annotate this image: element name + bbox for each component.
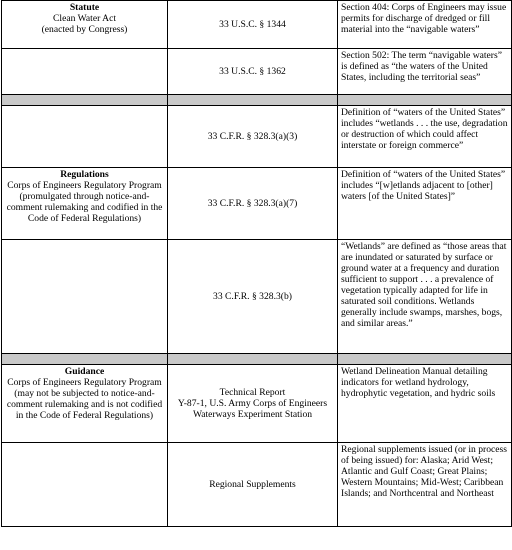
guidance-heading: Guidance — [64, 366, 105, 377]
separator-cell — [338, 354, 512, 365]
statute-note: (enacted by Congress) — [41, 24, 128, 35]
regulations-heading: Regulations — [60, 169, 109, 180]
table-row — [2, 49, 512, 95]
empty-category-cell — [2, 49, 168, 95]
citation-cell: 33 U.S.C. § 1362 — [168, 49, 338, 95]
citation-cell: 33 C.F.R. § 328.3(a)(3) — [168, 106, 338, 168]
table-row — [2, 1, 512, 49]
description-cell: Wetland Delineation Manual detailing indicators for wetland hydrology, hydrophytic vegetation, and hydric soils — [338, 365, 512, 443]
empty-category-cell — [2, 443, 168, 527]
description-cell: Section 404: Corps of Engineers may issue permits for discharge of dredged or fill material into the “navigable waters” — [338, 1, 512, 49]
separator-cell — [338, 95, 512, 106]
table-row — [2, 106, 512, 168]
section-separator-row — [2, 354, 512, 365]
table-row — [2, 168, 512, 240]
table-row — [2, 365, 512, 443]
description-cell: “Wetlands” are defined as “those areas that are inundated or saturated by surface or ground water at a frequency and duration sufficient to support . . . a prevalence of vegetation typically adapted for life in saturated soil conditions. Wetlands generally include swamps, marshes, bogs, and similar areas.” — [338, 240, 512, 354]
separator-cell — [2, 354, 168, 365]
guidance-body: Corps of Engineers Regulatory Program (may not be subjected to notice-and-comment rulemaking and is not codified in the Code of Federal Regulations) — [6, 377, 163, 421]
description-cell: Definition of “waters of the United States” includes “wetlands . . . the use, degradation or destruction of which could affect interstate or foreign commerce” — [338, 106, 512, 168]
statute-category-cell — [2, 1, 168, 49]
citation-cell: Regional Supplements — [168, 443, 338, 527]
separator-cell — [168, 95, 338, 106]
legal-framework-table — [1, 0, 512, 527]
citation-cell: 33 U.S.C. § 1344 — [168, 1, 338, 49]
empty-category-cell — [2, 240, 168, 354]
citation-cell: 33 C.F.R. § 328.3(b) — [168, 240, 338, 354]
statute-name: Clean Water Act — [53, 13, 116, 24]
description-cell: Section 502: The term “navigable waters” is defined as “the waters of the United States, including the territorial seas” — [338, 49, 512, 95]
citation-line: Waterways Experiment Station — [192, 409, 313, 420]
regulations-category-cell — [2, 168, 168, 240]
guidance-category-cell — [2, 365, 168, 443]
regulations-body: Corps of Engineers Regulatory Program (promulgated through notice-and-comment rulemaking and codified in the Code of Federal Regulations) — [6, 180, 163, 224]
empty-category-cell — [2, 106, 168, 168]
table-row — [2, 240, 512, 354]
table-row — [2, 443, 512, 527]
description-cell: Definition of “waters of the United States” includes “[w]etlands adjacent to [other] waters [of the United States]” — [338, 168, 512, 240]
separator-cell — [2, 95, 168, 106]
citation-cell — [168, 365, 338, 443]
citation-cell: 33 C.F.R. § 328.3(a)(7) — [168, 168, 338, 240]
citation-line: Technical Report — [219, 387, 286, 398]
statute-heading: Statute — [69, 2, 100, 13]
citation-line: Y-87-1, U.S. Army Corps of Engineers — [177, 398, 328, 409]
section-separator-row — [2, 95, 512, 106]
description-cell: Regional supplements issued (or in process of being issued) for: Alaska; Arid West; Atlantic and Gulf Coast; Great Plains; Western Mountains; Mid-West; Caribbean Islands; and Northcentral and Northeast — [338, 443, 512, 527]
separator-cell — [168, 354, 338, 365]
